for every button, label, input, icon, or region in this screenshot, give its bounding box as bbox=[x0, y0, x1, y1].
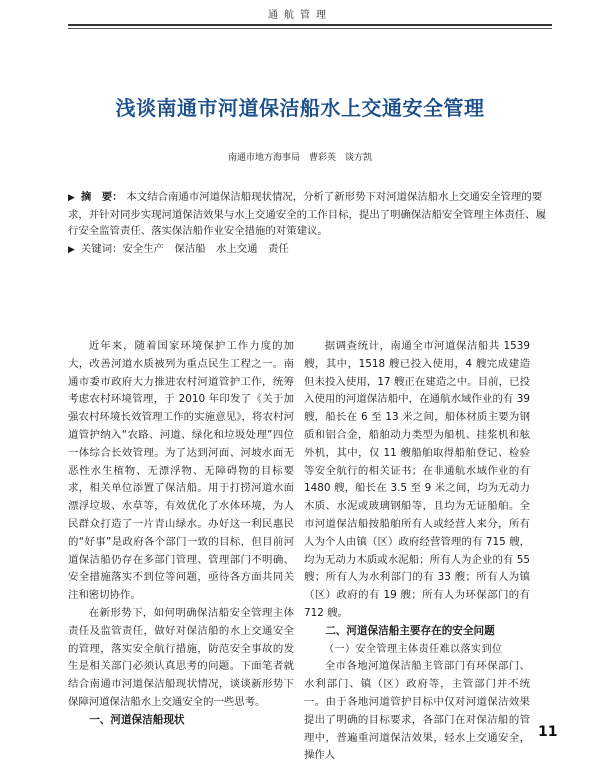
abstract-block bbox=[68, 189, 548, 258]
abstract-text: 本文结合南通市河道保洁船现状情况，分析了新形势下对河道保洁船水上交通安全管理的要求，并针对同步实现河道保洁效果与水上交通安全的工作目标，提出了明确保洁船安全管理主体责任、履行安全监管责任、落实保洁船作业安全措施的对策建议。 bbox=[68, 191, 546, 237]
subsection-heading: （一）安全管理主体责任难以落实到位 bbox=[324, 643, 503, 655]
abstract-marker-icon: ▶ bbox=[68, 193, 75, 203]
body-paragraph: 据调查统计，南通全市河道保洁船共 1539 艘，其中，1518 艘已投入使用，4 艘完成建造但未投入使用，17 艘正在建造之中。目前，已投入使用的河道保洁船中，在通航水域作业的有 39 艘，船长在 6 至 13 米之间，船体材质主要为钢质和铝合金，船舶动力类型为船机、挂浆机和舷外机，其中，仅 11 艘船舶取得船舶登记、检验等安全航行的相关证书；在非通航水域作业的有 1480 艘，船长在 3.5 至 9 米之间，均为无动力木质、水泥或玻璃钢船等，且均为无证船舶。全市河道保洁船按船舶所有人或经营人来分，所有人为个人由镇（区）政府经营管理的有 715 艘，均为无动力木质或水泥船；所有人为企业的有 55 艘；所有人为水利部门的有 33 艘；所有人为镇（区）政府的有 19 艘；所有人为环保部门的有 712 艘。 bbox=[304, 340, 530, 619]
section-heading: 二、河道保洁船主要存在的安全问题 bbox=[325, 624, 495, 637]
header-rule bbox=[68, 24, 552, 26]
header-rule-thin bbox=[68, 28, 552, 29]
body-column-left bbox=[68, 338, 294, 730]
keywords-line bbox=[68, 241, 548, 259]
abstract-paragraph bbox=[68, 189, 548, 240]
section-heading: 一、河道保洁船现状 bbox=[89, 713, 185, 726]
body-column-right bbox=[304, 338, 530, 765]
journal-section-header: 通航管理 bbox=[268, 10, 332, 21]
abstract-label: 摘 要： bbox=[80, 191, 123, 203]
page-number: 11 bbox=[538, 724, 558, 740]
body-paragraph: 在新形势下，如何明确保洁船安全管理主体责任及监管责任，做好对保洁船的水上交通安全的管理，落实安全航行措施，防范安全事故的发生是相关部门必须认真思考的问题。下面笔者就结合南通市河道保洁船现状情况，谈谈新形势下保障河道保洁船水上交通安全的一些思考。 bbox=[68, 606, 294, 708]
article-title: 浅谈南通市河道保洁船水上交通安全管理 bbox=[115, 96, 485, 120]
body-paragraph: 近年来，随着国家环境保护工作力度的加大，改善河道水质被列为重点民生工程之一。南通市委市政府大力推进农村河道管护工作，统筹考虑农村环境管理，于 2010 年印发了《关于加强农村环境长效管理工作的实施意见》，将农村河道管护纳入“农路、河道、绿化和垃圾处理”四位一体综合长效管理。为了达到河面、河坡水面无恶性水生植物、无漂浮物、无障碍物的目标要求，相关单位添置了保洁船。用于打捞河道水面漂浮垃圾、水草等，有效优化了水体环境，为人民群众打造了一片青山绿水。办好这一利民惠民的“好事”是政府各个部门一致的目标，但目前河道保洁船仍存在多部门管理、管理部门不明确、安全措施落实不到位等问题，亟待各方面共同关注和密切协作。 bbox=[68, 340, 294, 602]
body-paragraph: 全市各地河道保洁船主管部门有环保部门、水利部门、镇（区）政府等，主管部门并不统一。由于各地河道管护目标中仅对河道保洁效果提出了明确的目标要求，各部门在对保洁船的管理中，普遍重河道保洁效果，轻水上交通安全，操作人 bbox=[304, 660, 530, 762]
keywords-label: 关键词： bbox=[80, 242, 123, 255]
article-authors: 南通市地方海事局 曹彩英 谈方凯 bbox=[227, 153, 372, 163]
keywords-marker-icon: ▶ bbox=[68, 244, 75, 255]
keywords-text: 安全生产 保洁船 水上交通 责任 bbox=[122, 242, 289, 255]
